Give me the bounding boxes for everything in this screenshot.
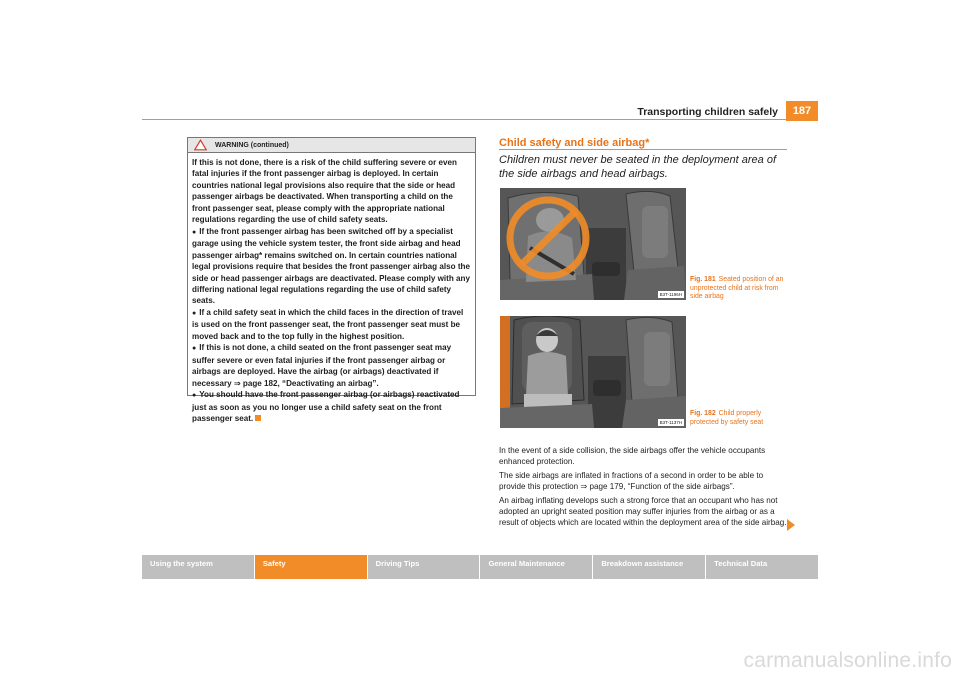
figure-181-photo	[500, 188, 686, 300]
tab-safety[interactable]: Safety	[254, 555, 367, 579]
section-subtitle: Children must never be seated in the deployment area of the side airbags and head airbags.	[499, 154, 776, 181]
figure-label: Fig. 182	[690, 410, 716, 417]
figure-181-caption	[690, 276, 790, 302]
body-paragraph: In the event of a side collision, the side airbags offer the vehicle occupants enhanced protection.	[499, 446, 766, 467]
figure-label: Fig. 181	[690, 276, 716, 283]
tab-using-the-system[interactable]: Using the system	[142, 555, 254, 579]
end-of-section-marker	[255, 415, 261, 421]
figure-caption-text: Seated position of an unprotected child at risk from side airbag	[690, 276, 784, 301]
warning-bullet: ● If the front passenger airbag has been switched off by a specialist garage using the vehicle system tester, the front side airbag and head passenger airbag* remains switched on. In certain countries national legal provisions require that besides the front passenger airbag also the side or head passenger airbags are deactivated. Please comply with any differing national legal regulations regarding the use of child safety seats.	[192, 226, 470, 307]
figure-182-photo	[500, 316, 686, 428]
warning-paragraph: If this is not done, there is a risk of the child suffering severe or even fatal injuries if the front passenger airbag is deployed. In certain countries national legal provisions also require that the side or head passenger airbags be deactivated. When transporting a child on the front passenger seat, please comply with the appropriate national regulations regarding the use of child safety seats.	[192, 158, 457, 225]
section-title: Child safety and side airbag*	[499, 137, 650, 149]
warning-bullet: ● You should have the front passenger airbag (or airbags) reactivated just as soon as you no longer use a child safety seat on the front passenger seat.	[192, 390, 460, 423]
next-page-arrow-icon[interactable]	[787, 519, 795, 531]
tab-general-maintenance[interactable]: General Maintenance	[479, 555, 592, 579]
tab-technical-data[interactable]: Technical Data	[705, 555, 818, 579]
warning-header	[188, 138, 475, 153]
section-rule	[499, 149, 787, 150]
body-paragraph: The side airbags are inflated in fractions of a second in order to be able to provide this protection ⇒ page 179, “Function of the side airbags”.	[499, 470, 764, 492]
page-number: 187	[786, 101, 818, 121]
chapter-nav	[142, 555, 818, 579]
running-title: Transporting children safely	[637, 106, 778, 118]
figure-code: B3T-1137H	[659, 420, 682, 425]
body-text	[499, 445, 791, 531]
body-paragraph: An airbag inflating develops such a strong force that an occupant who has not adopted an upright seated position may suffer injuries from the airbag or as a result of objects which are located within the deployment area of the side airbag.	[499, 495, 787, 528]
warning-last-paragraph	[192, 389, 470, 424]
warning-body	[188, 153, 475, 424]
warning-label: WARNING (continued)	[215, 141, 289, 149]
tab-breakdown-assistance[interactable]: Breakdown assistance	[592, 555, 705, 579]
figure-code: B3T-1196H	[659, 292, 682, 297]
warning-box	[187, 137, 476, 423]
warning-bullet: ● If a child safety seat in which the child faces in the direction of travel is used on the front passenger seat, the front passenger seat must be moved back and to the top fully in the highest position.	[192, 307, 470, 342]
header-rule	[142, 119, 786, 120]
warning-bullet: ● If this is not done, a child seated on the front passenger seat may suffer severe or even fatal injuries if the front passenger airbag or airbags are deployed. Have the airbag (or airbags) deactivated if necessary ⇒ page 182, “Deactivating an airbag”.	[192, 342, 470, 389]
figure-caption-text: Child properly protected by safety seat	[690, 410, 764, 426]
warning-triangle-icon	[194, 139, 207, 151]
tab-driving-tips[interactable]: Driving Tips	[367, 555, 480, 579]
figure-182-caption	[690, 410, 790, 427]
watermark: carmanualsonline.info	[743, 649, 952, 672]
